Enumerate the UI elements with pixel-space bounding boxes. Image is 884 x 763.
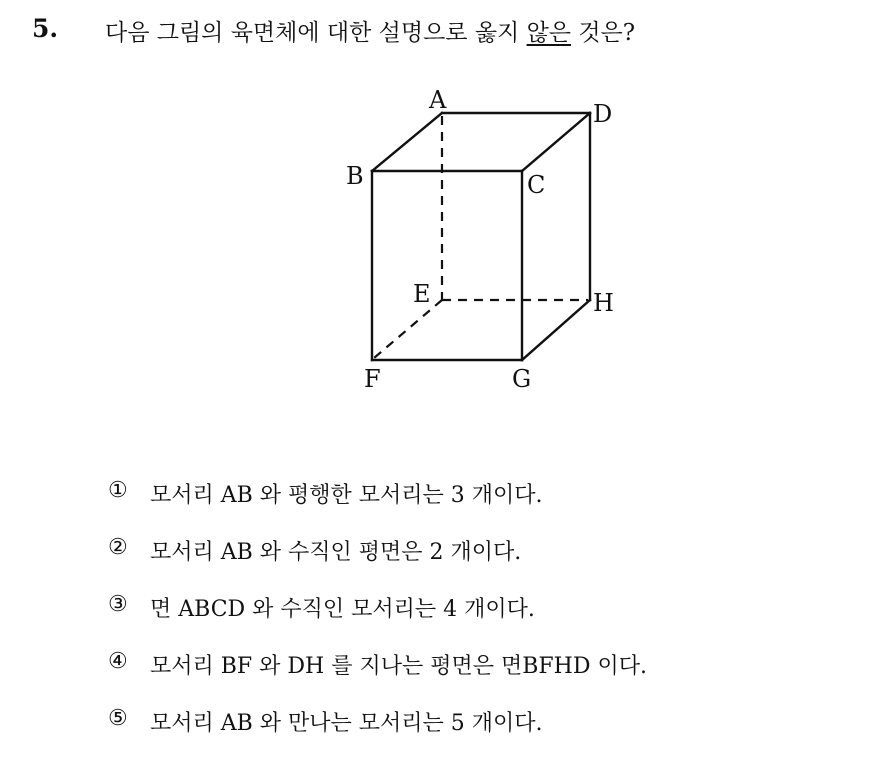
question-text-before: 다음 그림의 육면체에 대한 설명으로 옳지 (105, 20, 527, 46)
vertex-label-b: B (346, 162, 364, 190)
answer-options (108, 478, 647, 763)
option-text: 모서리 BF 와 DH 를 지나는 평면은 면BFHD 이다. (150, 654, 647, 679)
vertex-label-c: C (527, 171, 546, 199)
option-marker: ① (108, 478, 128, 503)
answer-option-3[interactable] (108, 592, 647, 649)
question-text (105, 14, 635, 47)
answer-option-1[interactable] (108, 478, 647, 535)
option-marker: ③ (108, 592, 128, 617)
vertex-label-e: E (413, 280, 431, 308)
question-text-after: 것은? (571, 20, 636, 46)
option-marker: ② (108, 535, 128, 560)
vertex-label-a: A (429, 86, 447, 114)
option-text: 면 ABCD 와 수직인 모서리는 4 개이다. (150, 597, 535, 622)
option-text: 모서리 AB 와 수직인 평면은 2 개이다. (150, 540, 522, 565)
edge-DC (522, 113, 590, 171)
question-number: 5. (32, 14, 59, 43)
cuboid-figure (330, 80, 630, 400)
vertex-label-h: H (593, 289, 614, 317)
question-text-underlined: 않은 (526, 20, 572, 46)
cuboid-drawing (330, 80, 630, 400)
option-marker: ④ (108, 649, 128, 674)
option-marker: ⑤ (108, 706, 128, 731)
answer-option-5[interactable] (108, 706, 647, 763)
edge-BA (372, 113, 442, 171)
answer-option-4[interactable] (108, 649, 647, 706)
vertex-label-g: G (512, 365, 532, 393)
vertex-label-d: D (593, 100, 613, 128)
vertex-label-f: F (364, 365, 381, 393)
edge-HG (522, 300, 590, 360)
option-text: 모서리 AB 와 평행한 모서리는 3 개이다. (150, 483, 543, 508)
answer-option-2[interactable] (108, 535, 647, 592)
option-text: 모서리 AB 와 만나는 모서리는 5 개이다. (150, 711, 543, 736)
edge-EF-hidden (374, 300, 442, 358)
